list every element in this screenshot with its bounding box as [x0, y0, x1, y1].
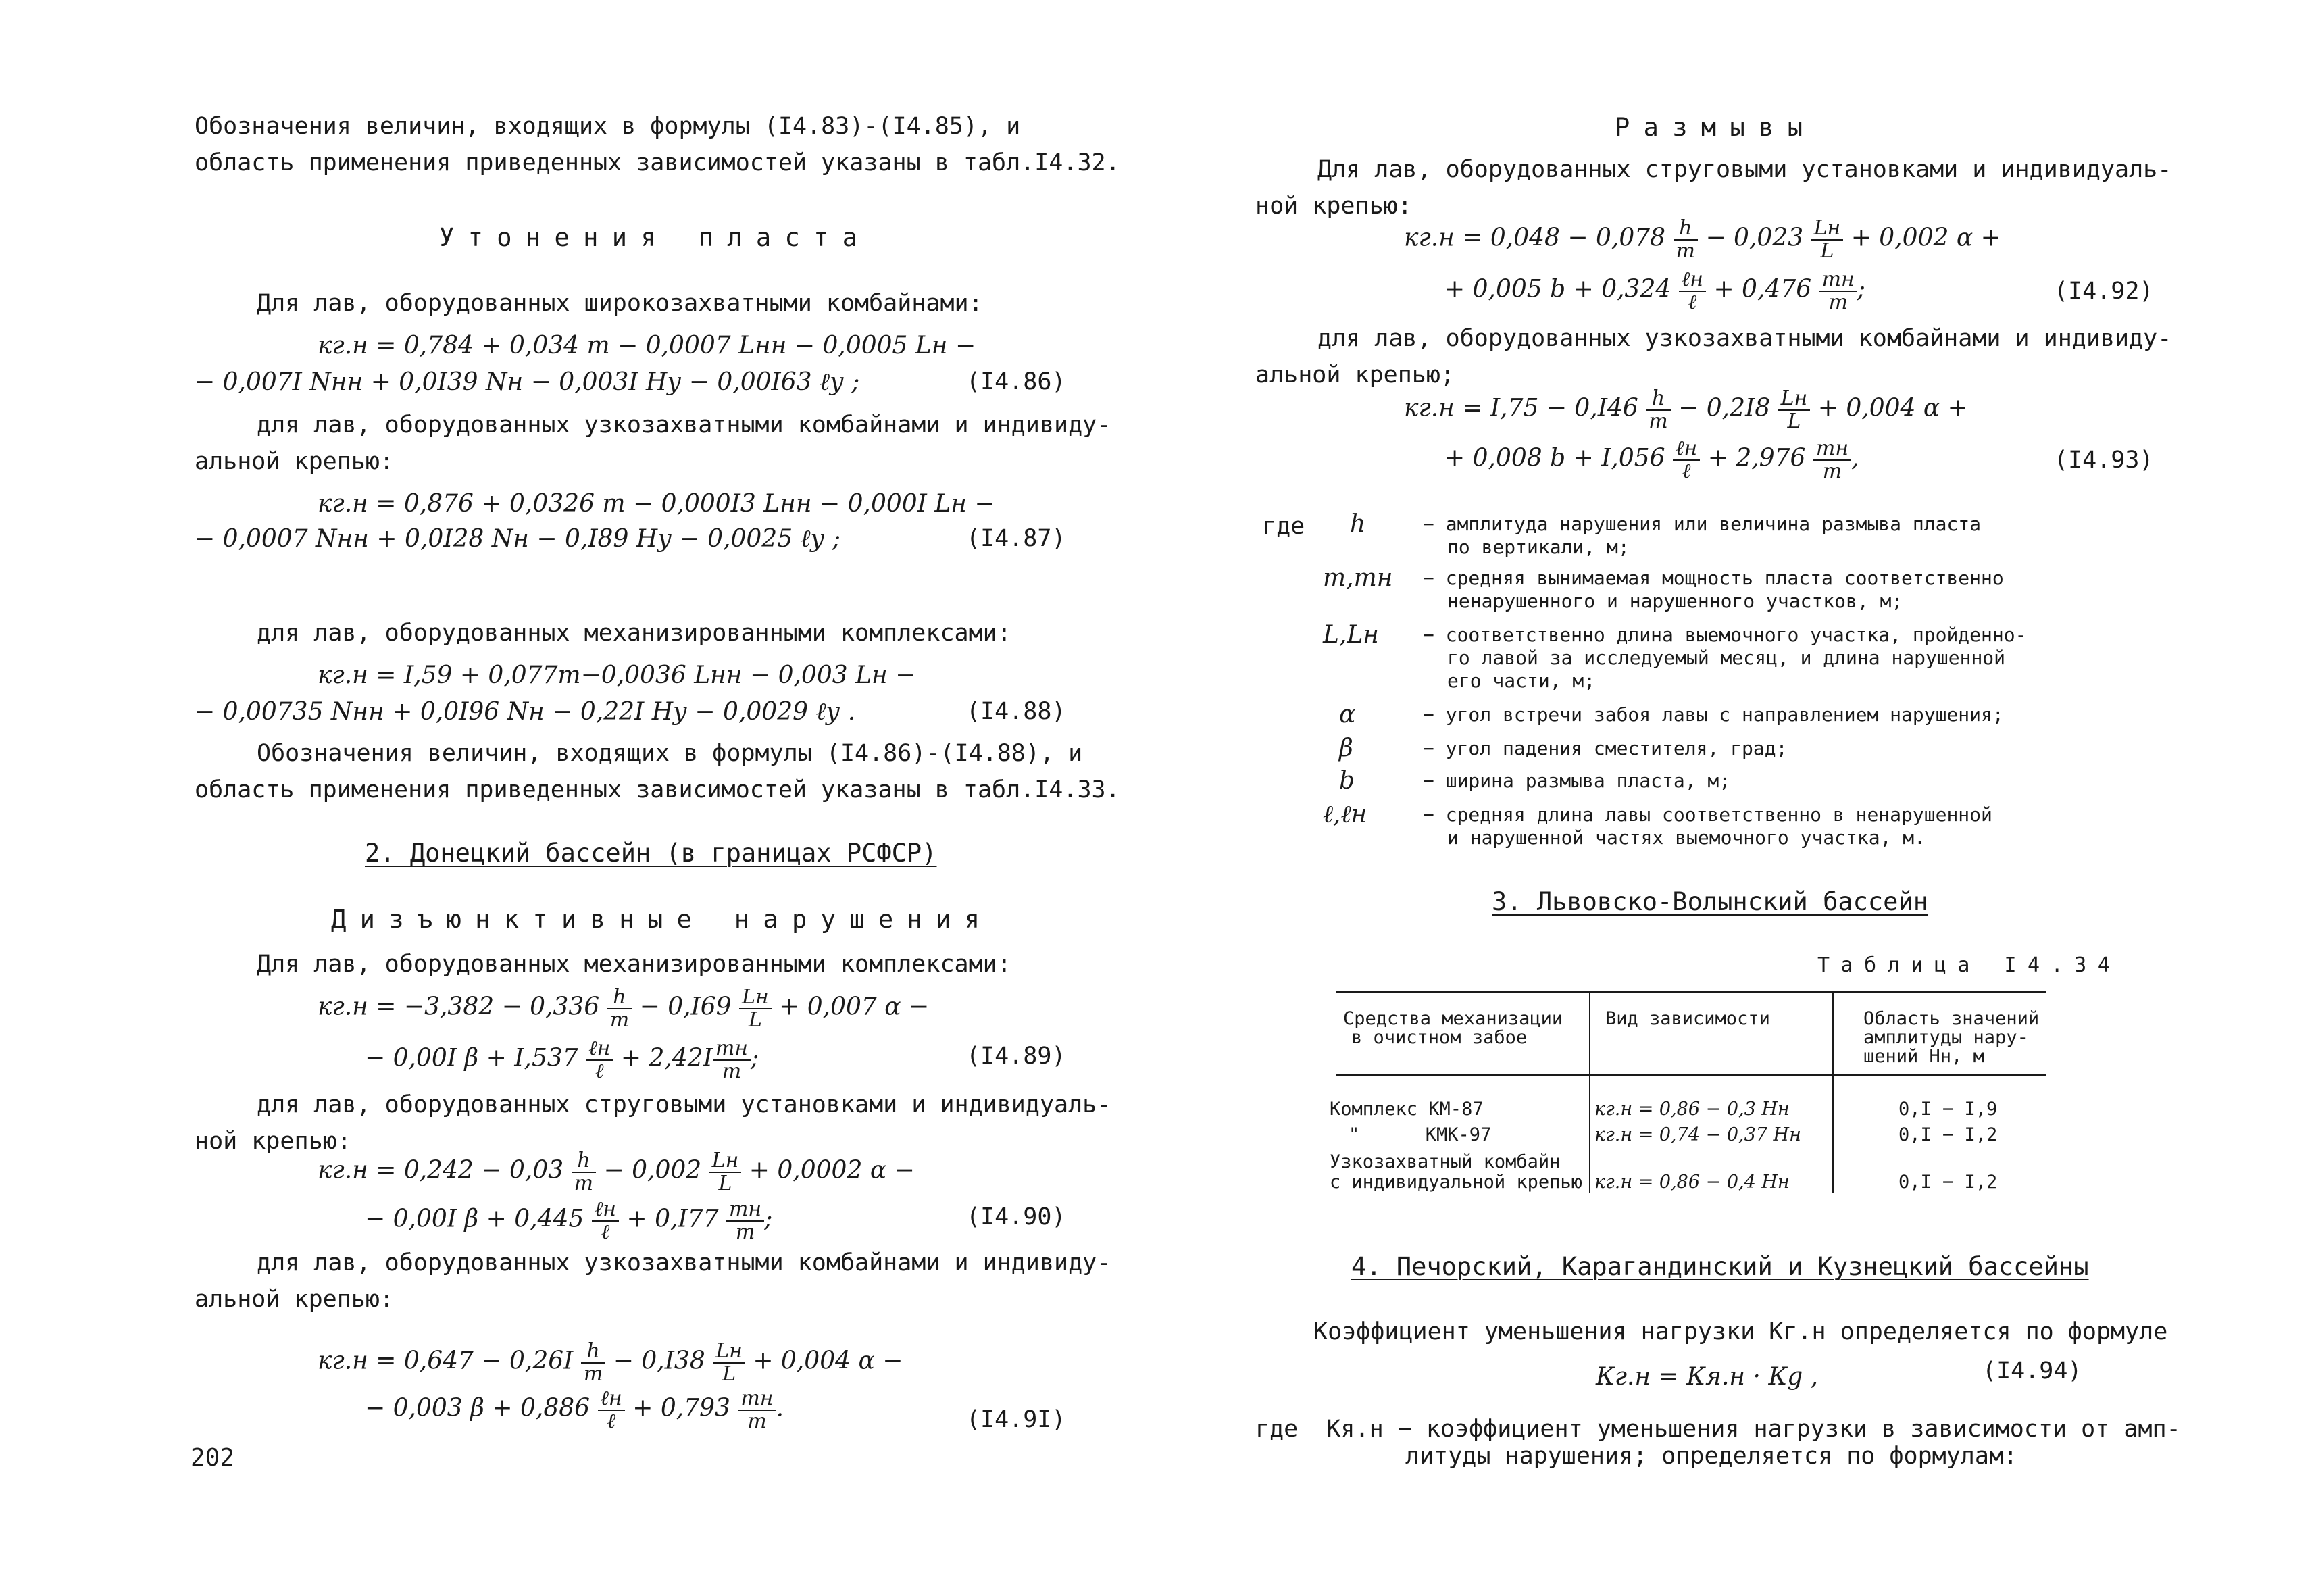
table-header-col1-line-2: в очистном забое: [1351, 1027, 1528, 1048]
eq91-term-e: + 0,793: [632, 1394, 730, 1422]
eq91-frac-mh: [738, 1388, 776, 1432]
paragraph-narrow-combines-1-line-1: для лав, оборудованных узкозахватными комбайнами и индивиду-: [257, 412, 1111, 439]
def-text-m-line-2: ненарушенного и нарушенного участков, м;: [1447, 590, 1903, 612]
eq93-term-e: + 2,976: [1707, 444, 1806, 472]
eq93-frac-num-mh: mн: [1813, 438, 1851, 461]
where2-line-2: литуды нарушения; определяется по формулам:: [1405, 1443, 2018, 1470]
pechora-heading-text: 4. Печорский, Карагандинский и Кузнецкий бассейны: [1351, 1252, 2089, 1281]
paragraph-narrow-combines-1-line-2: альной крепью:: [195, 448, 395, 475]
eq92-frac-l: [1679, 269, 1706, 313]
def-symbol-beta: β: [1339, 734, 1353, 762]
equation-14-89-line-2: [365, 1038, 759, 1082]
eq92-term-e: + 0,476: [1713, 275, 1812, 303]
eq93-frac-num-Lh: Lн: [1778, 388, 1811, 411]
eq89-frac-mh: [713, 1038, 751, 1082]
table-row-1-col1: Комплекс КМ-87: [1330, 1099, 1484, 1120]
def-symbol-h: h: [1350, 510, 1366, 538]
def-symbol-alpha: α: [1339, 701, 1356, 728]
eq91-frac-num-Lh: Lн: [713, 1341, 745, 1364]
equation-14-93-number: (I4.93): [2054, 447, 2154, 474]
eq91-frac-L: [713, 1341, 745, 1385]
eq90-frac-den-l: ℓ: [601, 1220, 610, 1244]
def-text-L-line-3: его части, м;: [1447, 670, 1596, 692]
eq90-frac-mh: [726, 1199, 764, 1243]
eq91-frac-h-m: [581, 1341, 605, 1385]
eq93-term-b: − 0,2I8: [1678, 394, 1771, 422]
def-symbol-b: b: [1339, 767, 1355, 795]
equation-14-93-line-2: [1444, 438, 1859, 482]
table-header-col2: Вид зависимости: [1605, 1008, 1770, 1029]
section-heading-lviv: [1492, 889, 1928, 914]
equation-14-90-number: (I4.90): [966, 1203, 1066, 1230]
def-symbol-L: L,Lн: [1323, 621, 1379, 649]
equation-14-88-number: (I4.88): [966, 698, 1066, 725]
eq92-frac-num-Lh: Lн: [1811, 218, 1844, 241]
def-text-h-line-1: − амплитуда нарушения или величина размыва пласта: [1423, 513, 1982, 535]
def-text-L-line-1: − соответственно длина выемочного участка, пройденно-: [1423, 624, 2027, 646]
table-row-2-col3: 0,I − I,2: [1898, 1124, 1998, 1145]
equation-14-91-line-2: [365, 1388, 784, 1432]
donetsk-heading-text: 2. Донецкий бассейн (в границах РСФСР): [365, 839, 937, 868]
eq92-frac-num-h: h: [1674, 218, 1698, 241]
section-heading-disjunctive: Дизъюнктивные нарушения: [331, 905, 994, 934]
eq93-end: ,: [1851, 444, 1859, 472]
page-number: 202: [191, 1444, 235, 1472]
eq89-frac-l: [586, 1038, 613, 1082]
eq90-frac-num-Lh: Lн: [709, 1150, 742, 1173]
eq91-frac-den-l: ℓ: [607, 1409, 615, 1433]
equation-14-93-line-1: [1404, 388, 1968, 432]
table-row-2-col2: кг.н = 0,74 − 0,37 Hн: [1594, 1124, 1801, 1145]
eq91-term-d: − 0,003 β + 0,886: [365, 1394, 590, 1422]
equation-14-91-line-1: [318, 1341, 903, 1385]
equation-14-89-number: (I4.89): [966, 1043, 1066, 1070]
paragraph-plow-1-line-2: ной крепью:: [195, 1128, 351, 1155]
eq91-frac-den-L: L: [722, 1362, 736, 1386]
eq90-frac-L: [709, 1150, 742, 1194]
lviv-heading-text: 3. Львовско-Волынский бассейн: [1492, 887, 1929, 916]
section-heading-pechora: [1351, 1254, 2089, 1279]
intro-line-2: область применения приведенных зависимостей указаны в табл.I4.32.: [195, 149, 1120, 176]
table-header-col1-line-1: Средства механизации: [1343, 1008, 1563, 1029]
eq91-frac-num-lh: ℓн: [598, 1388, 625, 1411]
eq89-term-b: − 0,I69: [639, 993, 732, 1021]
equation-14-87-line-2: − 0,0007 Nнн + 0,0I28 Nн − 0,I89 Hу − 0,0025 ℓу ;: [195, 525, 840, 553]
paragraph-narrow-combines-3-line-1: для лав, оборудованных узкозахватными комбайнами и индивиду-: [1317, 325, 2172, 352]
eq90-term-a: кг.н = 0,242 − 0,03: [318, 1156, 564, 1184]
equation-14-86-line-2: − 0,007I Nнн + 0,0I39 Nн − 0,003I Hу − 0,00I63 ℓу ;: [195, 368, 860, 396]
eq90-term-c: + 0,0002 α −: [749, 1156, 915, 1184]
table-header-col3-line-1: Область значений: [1863, 1008, 2040, 1029]
def-text-l-line-2: и нарушенной частях выемочного участка, м.: [1447, 826, 1926, 849]
equation-14-88-line-1: кг.н = I,59 + 0,077m−0,0036 Lнн − 0,003 Lн −: [318, 662, 916, 689]
table-header-col3-line-3: шений Hн, м: [1863, 1046, 1984, 1067]
eq90-frac-den-m2: m: [735, 1220, 755, 1244]
eq92-term-a: кг.н = 0,048 − 0,078: [1404, 224, 1666, 252]
table-caption: Таблица I4.34: [1817, 953, 2121, 977]
eq91-term-c: + 0,004 α −: [753, 1347, 903, 1375]
eq90-frac-num-lh: ℓн: [592, 1199, 619, 1222]
table-row-3-col1-line-2: с индивидуальной крепью: [1330, 1172, 1582, 1193]
eq92-end: ;: [1857, 275, 1865, 303]
eq90-term-e: + 0,I77: [626, 1205, 719, 1233]
def-symbol-m: m,mн: [1323, 564, 1393, 592]
equation-14-88-line-2: − 0,00735 Nнн + 0,0I96 Nн − 0,22I Hу − 0,0029 ℓу .: [195, 698, 856, 726]
equation-14-87-line-1: кг.н = 0,876 + 0,0326 m − 0,000I3 Lнн − 0,000I Lн −: [318, 490, 995, 518]
section-heading-thinning: Утонения пласта: [439, 223, 872, 252]
eq93-frac-mh: [1813, 438, 1851, 482]
paragraph-narrow-combines-3-line-2: альной крепью;: [1255, 361, 1455, 389]
table-row-1-col2: кг.н = 0,86 − 0,3 Hн: [1594, 1099, 1790, 1120]
def-text-b: − ширина размыва пласта, м;: [1423, 770, 1731, 792]
eq89-end: ;: [751, 1044, 759, 1072]
outro-line-2: область применения приведенных зависимостей указаны в табл.I4.33.: [195, 776, 1120, 803]
eq91-frac-l: [598, 1388, 625, 1432]
eq90-frac-num-h: h: [572, 1150, 596, 1173]
eq92-frac-mh: [1819, 269, 1857, 313]
def-text-h-line-2: по вертикали, м;: [1447, 536, 1630, 558]
def-text-alpha: − угол встречи забоя лавы с направлением нарушения;: [1423, 703, 2004, 726]
paragraph-coefficient: Коэффициент уменьшения нагрузки Кг.н определяется по формуле: [1313, 1318, 2168, 1345]
eq90-frac-den-m: m: [574, 1171, 594, 1195]
eq90-end: ;: [764, 1205, 773, 1233]
eq93-term-c: + 0,004 α +: [1817, 394, 1968, 422]
paragraph-mechanized-2: Для лав, оборудованных механизированными комплексами:: [257, 951, 1011, 978]
eq92-term-b: − 0,023: [1705, 224, 1804, 252]
eq89-frac-h-m: [607, 987, 632, 1030]
eq93-frac-den-L: L: [1787, 409, 1801, 433]
equation-14-90-line-1: [318, 1150, 915, 1194]
eq93-frac-l: [1673, 438, 1700, 482]
eq92-term-c: + 0,002 α +: [1851, 224, 2001, 252]
eq90-frac-num-mh: mн: [726, 1199, 764, 1222]
def-text-l-line-1: − средняя длина лавы соответственно в ненарушенной: [1423, 803, 1992, 826]
equation-14-94: Кг.н = Кя.н · Кg ,: [1596, 1363, 1819, 1391]
equation-14-91-number: (I4.9I): [966, 1406, 1066, 1433]
eq92-frac-den-m2: m: [1828, 290, 1848, 314]
equation-14-92-line-2: [1444, 269, 1865, 313]
eq93-frac-den-m2: m: [1822, 459, 1842, 483]
paragraph-plow-1-line-1: для лав, оборудованных струговыми установками и индивидуаль-: [257, 1091, 1111, 1118]
equation-14-86-number: (I4.86): [966, 368, 1066, 395]
table-col-divider-2: [1832, 991, 1834, 1193]
paragraph-wide-combines: Для лав, оборудованных широкозахватными комбайнами:: [257, 290, 983, 317]
eq93-frac-den-l: ℓ: [1682, 459, 1691, 483]
eq92-frac-num-lh: ℓн: [1679, 269, 1706, 292]
eq89-term-e: + 2,42I: [620, 1044, 713, 1072]
equation-14-89-line-1: [318, 987, 929, 1030]
table-top-rule: [1336, 991, 2046, 993]
eq89-term-d: − 0,00I β + I,537: [365, 1044, 578, 1072]
eq92-frac-den-m: m: [1676, 239, 1695, 263]
table-row-3-col1-line-1: Узкозахватный комбайн: [1330, 1151, 1561, 1172]
eq93-term-d: + 0,008 b + I,056: [1444, 444, 1665, 472]
eq91-frac-num-h: h: [581, 1341, 605, 1364]
eq93-frac-h-m: [1646, 388, 1670, 432]
table-header-rule: [1336, 1074, 2046, 1076]
equation-14-87-number: (I4.87): [966, 525, 1066, 552]
eq93-frac-num-h: h: [1646, 388, 1670, 411]
equation-14-86-line-1: кг.н = 0,784 + 0,034 m − 0,0007 Lнн − 0,0005 Lн −: [318, 332, 976, 359]
paragraph-plow-2-line-1: Для лав, оборудованных струговыми установками и индивидуаль-: [1317, 156, 2172, 183]
eq89-term-a: кг.н = −3,382 − 0,336: [318, 993, 600, 1021]
def-text-beta: − угол падения сместителя, град;: [1423, 737, 1788, 759]
eq91-end: .: [776, 1394, 784, 1422]
def-symbol-l: ℓ,ℓн: [1323, 801, 1367, 828]
eq90-frac-h-m: [572, 1150, 596, 1194]
eq89-term-c: + 0,007 α −: [779, 993, 930, 1021]
intro-line-1: Обозначения величин, входящих в формулы (I4.83)-(I4.85), и: [195, 113, 1021, 140]
table-row-3-col3: 0,I − I,2: [1898, 1172, 1998, 1193]
eq89-frac-den-m: m: [609, 1007, 630, 1032]
eq89-frac-num-lh: ℓн: [586, 1038, 613, 1061]
eq89-frac-den-m2: m: [722, 1059, 742, 1083]
eq93-frac-num-lh: ℓн: [1673, 438, 1700, 461]
eq90-term-d: − 0,00I β + 0,445: [365, 1205, 584, 1233]
eq89-frac-num-h: h: [607, 987, 632, 1009]
eq93-frac-den-m: m: [1649, 409, 1668, 433]
eq89-frac-num-mh: mн: [713, 1038, 751, 1061]
eq93-term-a: кг.н = I,75 − 0,I46: [1404, 394, 1638, 422]
eq91-frac-den-m: m: [583, 1362, 603, 1386]
section-heading-washouts: Размывы: [1615, 113, 1817, 142]
eq91-term-a: кг.н = 0,647 − 0,26I: [318, 1347, 574, 1375]
eq89-frac-den-L: L: [748, 1007, 762, 1032]
table-row-2-col1: " КМК-97: [1349, 1124, 1492, 1145]
def-text-L-line-2: го лавой за исследуемый месяц, и длина нарушенной: [1447, 647, 2006, 669]
eq90-frac-den-L: L: [718, 1171, 732, 1195]
eq89-frac-num-Lh: Lн: [739, 987, 772, 1009]
eq90-term-b: − 0,002: [603, 1156, 702, 1184]
table-row-1-col3: 0,I − I,9: [1898, 1099, 1998, 1120]
equation-14-92-line-1: [1404, 218, 2001, 261]
paragraph-narrow-combines-2-line-1: для лав, оборудованных узкозахватными комбайнами и индивиду-: [257, 1249, 1111, 1276]
eq92-frac-L: [1811, 218, 1844, 261]
eq91-term-b: − 0,I38: [613, 1347, 705, 1375]
equation-14-90-line-2: [365, 1199, 772, 1243]
eq91-frac-den-m2: m: [747, 1409, 767, 1433]
table-header-col3-line-2: амплитуды нару-: [1863, 1027, 2028, 1048]
eq91-frac-num-mh: mн: [738, 1388, 776, 1411]
def-text-m-line-1: − средняя вынимаемая мощность пласта соответственно: [1423, 567, 2004, 589]
eq93-frac-L: [1778, 388, 1811, 432]
where-label: где: [1262, 513, 1305, 540]
eq92-frac-h-m: [1674, 218, 1698, 261]
table-row-3-col2: кг.н = 0,86 − 0,4 Hн: [1594, 1172, 1790, 1193]
eq92-term-d: + 0,005 b + 0,324: [1444, 275, 1671, 303]
equation-14-92-number: (I4.92): [2054, 278, 2154, 305]
paragraph-mechanized: для лав, оборудованных механизированными комплексами:: [257, 620, 1011, 647]
eq92-frac-den-l: ℓ: [1688, 290, 1697, 314]
eq92-frac-den-L: L: [1820, 239, 1834, 263]
where2-line-1: где Кя.н − коэффициент уменьшения нагрузки в зависимости от амп-: [1255, 1416, 2181, 1443]
eq89-frac-L: [739, 987, 772, 1030]
table-col-divider-1: [1589, 991, 1590, 1193]
section-heading-donetsk: [365, 841, 936, 866]
equation-14-94-number: (I4.94): [1982, 1357, 2082, 1385]
paragraph-plow-2-line-2: ной крепью:: [1255, 193, 1412, 220]
outro-line-1: Обозначения величин, входящих в формулы (I4.86)-(I4.88), и: [257, 740, 1083, 767]
eq89-frac-den-l: ℓ: [595, 1059, 604, 1083]
eq92-frac-num-mh: mн: [1819, 269, 1857, 292]
eq90-frac-l: [592, 1199, 619, 1243]
paragraph-narrow-combines-2-line-2: альной крепью:: [195, 1286, 395, 1313]
